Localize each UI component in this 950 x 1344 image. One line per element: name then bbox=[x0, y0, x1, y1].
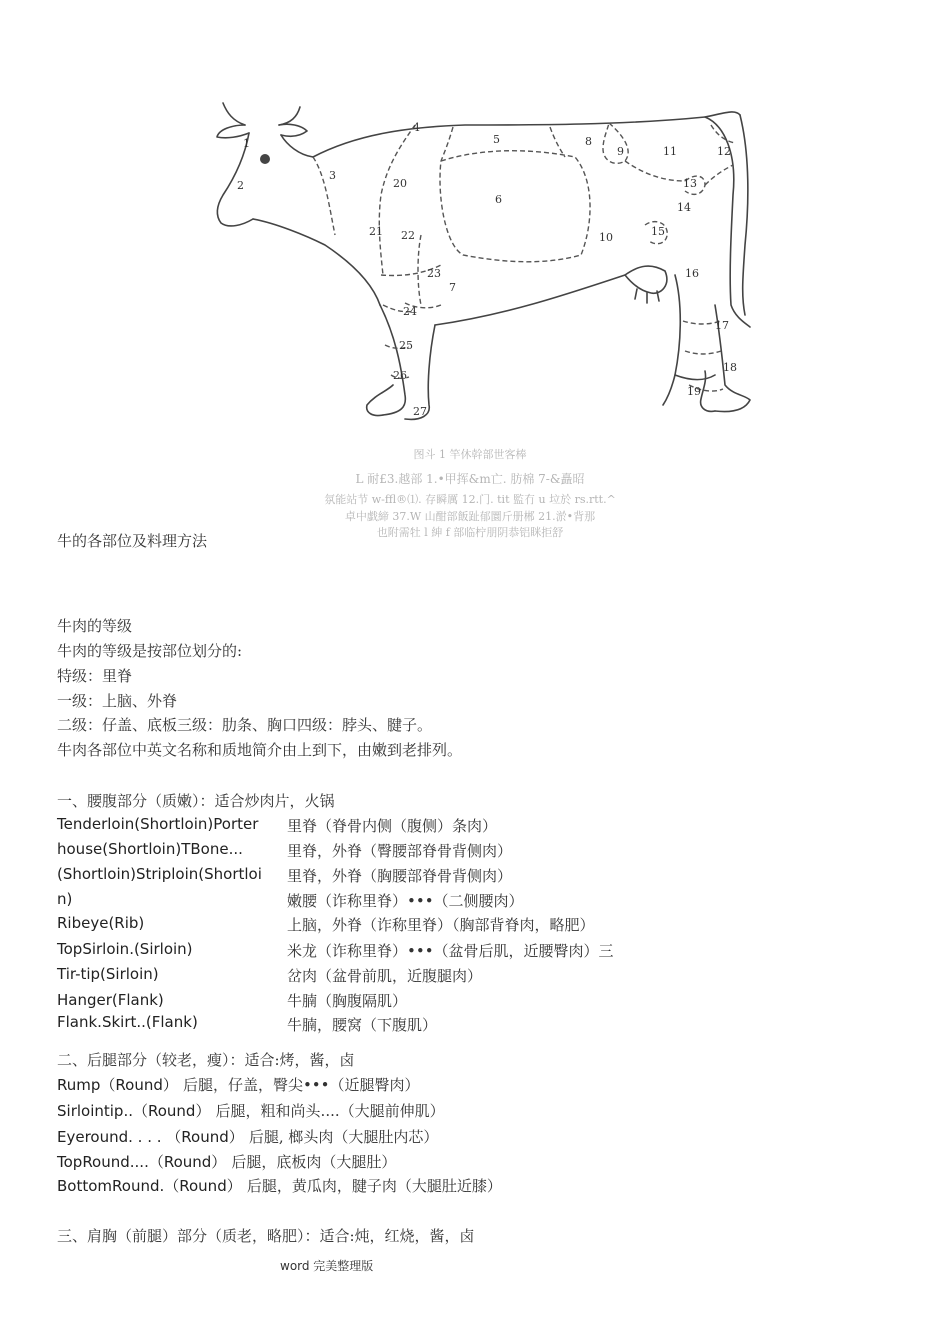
cut-english-name: Sirlointip..（Round） bbox=[57, 1102, 211, 1120]
cut-number: 9 bbox=[617, 145, 624, 158]
cut-chinese-name: 上脑，外脊（诈称里脊）（胸部背脊肉，略肥） bbox=[287, 916, 595, 934]
cut-number: 12 bbox=[717, 145, 731, 158]
cut-english-name: Hanger(Flank) bbox=[57, 991, 164, 1009]
cut-english-name: Rump（Round） bbox=[57, 1076, 178, 1094]
figure-caption-line: 也附需牡 l 紳 f 部临柠朋阴恭铝眯拒舒 bbox=[376, 526, 564, 539]
cut-chinese-name: 里脊，外脊（胸腰部脊骨背侧肉） bbox=[287, 867, 513, 885]
cut-number: 19 bbox=[687, 385, 701, 398]
cut-number: 22 bbox=[401, 229, 415, 242]
cut-english-name: n) bbox=[57, 890, 73, 908]
cut-chinese-name: 后腿，黄瓜肉，腱子肉（大腿肚近膝） bbox=[246, 1177, 502, 1195]
grading-intro: 牛肉的等级是按部位划分的: bbox=[57, 642, 243, 660]
cut-number: 15 bbox=[651, 225, 665, 238]
beef-cuts-diagram bbox=[205, 95, 755, 433]
cut-english-name: Tir-tip(Sirloin) bbox=[57, 965, 159, 983]
cut-english-name: house(Shortloin)TBone... bbox=[57, 840, 243, 858]
cut-chinese-name: 里脊，外脊（臀腰部脊骨背侧肉） bbox=[287, 842, 513, 860]
grade-second: 二级：仔盖、底板三级：肋条、胸口四级：脖头、腱子。 bbox=[57, 716, 433, 734]
cut-number: 26 bbox=[393, 369, 407, 382]
cut-number: 11 bbox=[663, 145, 677, 158]
cut-number: 4 bbox=[413, 121, 420, 134]
cut-number: 3 bbox=[329, 169, 336, 182]
cut-chinese-name: 岔肉（盆骨前肌，近腹腿肉） bbox=[287, 967, 483, 985]
section2-row bbox=[57, 1175, 502, 1196]
cut-number: 21 bbox=[369, 225, 383, 238]
cut-chinese-name: 后腿，仔盖，臀尖•••（近腿臀肉） bbox=[182, 1076, 420, 1094]
cut-english-name: Tenderloin(Shortloin)Porter bbox=[57, 815, 259, 833]
cut-number: 7 bbox=[449, 281, 456, 294]
grading-heading: 牛肉的等级 bbox=[57, 617, 133, 635]
grade-special: 特级：里脊 bbox=[57, 667, 133, 685]
cut-english-name: (Shortloin)Striploin(Shortloi bbox=[57, 865, 262, 883]
cut-number: 18 bbox=[723, 361, 737, 374]
cut-number: 6 bbox=[495, 193, 502, 206]
cut-number: 10 bbox=[599, 231, 613, 244]
section1-heading: 一、腰腹部分（质嫩）：适合炒肉片，火锅 bbox=[57, 792, 335, 810]
cut-number: 25 bbox=[399, 339, 413, 352]
cut-number: 14 bbox=[677, 201, 691, 214]
cut-english-name: TopRound....（Round） bbox=[57, 1153, 227, 1171]
section2-row bbox=[57, 1100, 445, 1121]
cut-chinese-name: 后腿, 榔头肉（大腿肚内芯） bbox=[248, 1128, 439, 1146]
document-title: 牛的各部位及料理方法 bbox=[57, 532, 208, 550]
cut-chinese-name: 后腿，底板肉（大腿肚） bbox=[231, 1153, 397, 1171]
cut-chinese-name: 后腿，粗和尚头....（大腿前伸肌） bbox=[215, 1102, 445, 1120]
section2-row bbox=[57, 1126, 438, 1147]
cut-number: 13 bbox=[683, 177, 697, 190]
cut-chinese-name: 嫩腰（诈称里脊）•••（二侧腰肉） bbox=[287, 892, 524, 910]
figure-caption-line: 卓中戯締 37.W 山酣部飯趾郁圜斤册郴 21.淤•背那 bbox=[344, 510, 596, 523]
cut-english-name: Eyeround. . . . （Round） bbox=[57, 1128, 244, 1146]
section2-row bbox=[57, 1151, 396, 1172]
section3-heading: 三、肩胸（前腿）部分（质老，略肥）：适合:炖，红烧，酱，卤 bbox=[57, 1227, 475, 1245]
cut-number: 17 bbox=[715, 319, 729, 332]
cut-number: 2 bbox=[237, 179, 244, 192]
cut-number: 23 bbox=[427, 267, 441, 280]
figure-caption-line: L 耐£3.越部 1.•甲挥&m亡. 肪棉 7-&矗昭 bbox=[355, 472, 585, 486]
figure-caption-line: 图斗 1 竿休幹部世客棒 bbox=[413, 448, 527, 461]
cut-chinese-name: 牛腩（胸腹隔肌） bbox=[287, 992, 408, 1010]
cut-number: 16 bbox=[685, 267, 699, 280]
cut-number: 8 bbox=[585, 135, 592, 148]
cut-english-name: BottomRound.（Round） bbox=[57, 1177, 242, 1195]
cut-number: 1 bbox=[243, 137, 250, 150]
cut-number: 27 bbox=[413, 405, 427, 418]
page-footer: word 完美整理版 bbox=[280, 1259, 374, 1273]
figure-caption-line: 氛能站节 w-ffl®⑴. 存瞬厲 12.门. tit 監冇 u 垃於 rs.rtt.^ bbox=[324, 493, 616, 506]
cut-english-name: Ribeye(Rib) bbox=[57, 914, 145, 932]
cut-chinese-name: 米龙（诈称里脊）•••（盆骨后肌，近腰臀肉）三 bbox=[287, 942, 614, 960]
cut-english-name: Flank.Skirt..(Flank) bbox=[57, 1013, 198, 1031]
section2-heading: 二、后腿部分（较老，瘦）：适合:烤，酱，卤 bbox=[57, 1051, 355, 1069]
cut-number: 5 bbox=[493, 133, 500, 146]
cut-english-name: TopSirloin.(Sirloin) bbox=[57, 940, 193, 958]
order-note: 牛肉各部位中英文名称和质地简介由上到下，由嫩到老排列。 bbox=[57, 741, 463, 759]
cut-chinese-name: 里脊（脊骨内侧（腹侧）条肉） bbox=[287, 817, 498, 835]
grade-first: 一级：上脑、外脊 bbox=[57, 692, 178, 710]
section2-row bbox=[57, 1074, 420, 1095]
cut-number: 24 bbox=[403, 305, 417, 318]
cut-chinese-name: 牛腩，腰窝（下腹肌） bbox=[287, 1016, 438, 1034]
cut-number: 20 bbox=[393, 177, 407, 190]
